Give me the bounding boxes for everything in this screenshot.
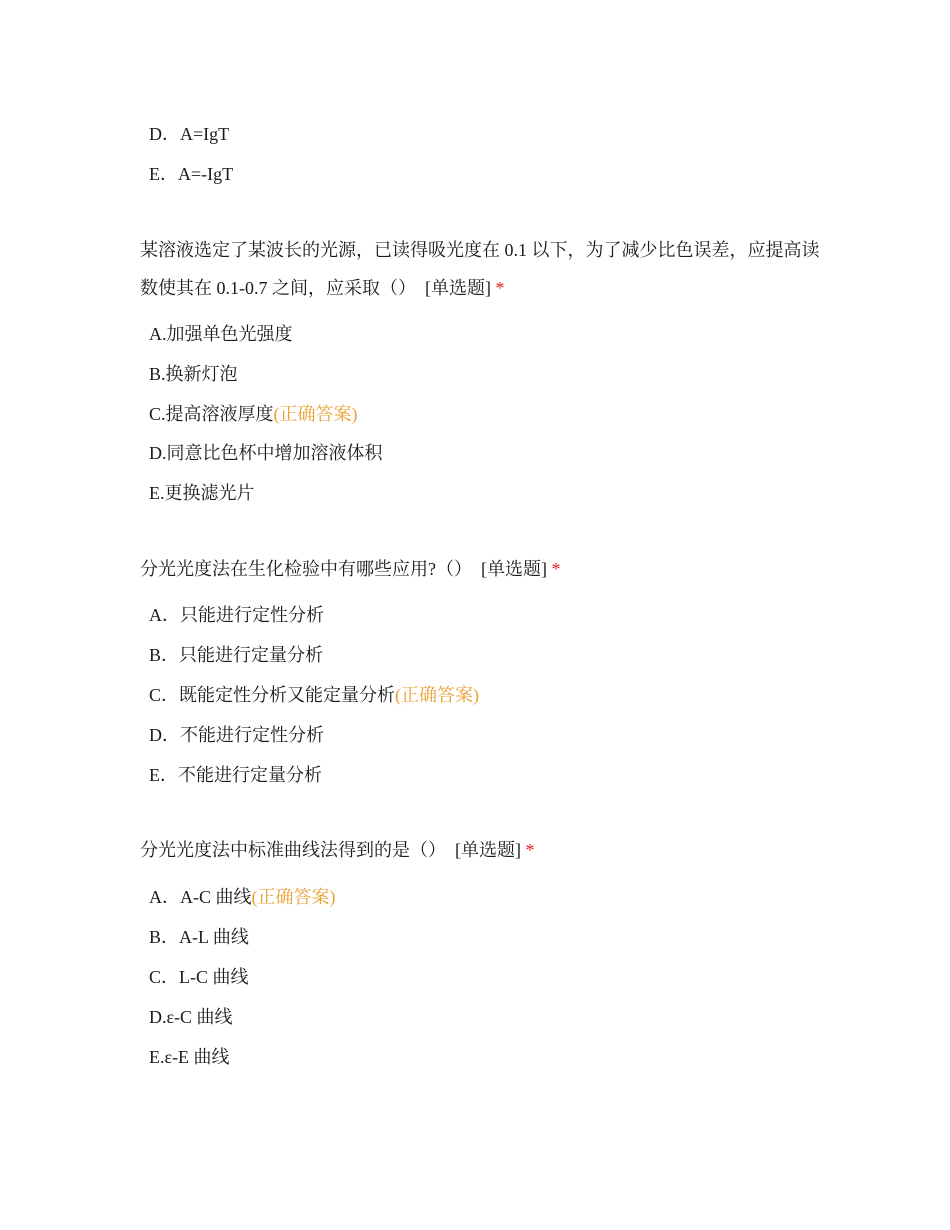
option-c	[149, 966, 249, 988]
option-c	[149, 403, 358, 425]
option-text: B．只能进行定量分析	[149, 645, 324, 665]
option-d	[149, 1006, 233, 1028]
option-text: C．既能定性分析又能定量分析	[149, 685, 396, 705]
option-text: C.提高溶液厚度	[149, 404, 274, 424]
option-b	[149, 644, 323, 666]
option-text: E.更换滤光片	[149, 483, 255, 503]
correct-answer-label: (正确答案)	[273, 404, 358, 424]
option-text: B.换新灯泡	[149, 364, 238, 384]
option-text: E．不能进行定量分析	[149, 765, 322, 785]
option-text: A．A-C 曲线	[149, 887, 252, 907]
question-type: [单选题]	[455, 840, 521, 860]
question-type: [单选题]	[425, 278, 491, 298]
option-e	[149, 764, 322, 786]
option-e	[149, 163, 233, 185]
question-title: 某溶液选定了某波长的光源，已读得吸光度在 0.1 以下，为了减少比色误差，应提高读数使其在 0.1-0.7 之间，应采取（） [单选题] *	[140, 240, 820, 298]
option-text: E.ε-E 曲线	[149, 1047, 230, 1067]
option-c	[149, 684, 479, 706]
option-e	[149, 482, 255, 504]
option-e	[149, 1046, 230, 1068]
option-text: C．L-C 曲线	[149, 967, 249, 987]
correct-answer-label: (正确答案)	[251, 887, 336, 907]
option-text: E．A=-IgT	[149, 164, 234, 184]
option-text: A．只能进行定性分析	[149, 605, 324, 625]
question-title: 分光光度法中标准曲线法得到的是（） [单选题] *	[140, 840, 535, 860]
option-text: D.ε-C 曲线	[149, 1007, 233, 1027]
question-type: [单选题]	[481, 559, 547, 579]
option-b	[149, 363, 238, 385]
option-text: D．A=IgT	[149, 124, 230, 144]
option-b	[149, 926, 249, 948]
required-star: *	[525, 840, 535, 860]
correct-answer-label: (正确答案)	[395, 685, 480, 705]
option-text: D．不能进行定性分析	[149, 725, 324, 745]
required-star: *	[495, 278, 505, 298]
option-d	[149, 123, 229, 145]
option-text: D.同意比色杯中增加溶液体积	[149, 443, 383, 463]
option-d	[149, 442, 383, 464]
option-text: B．A-L 曲线	[149, 927, 249, 947]
option-text: A.加强单色光强度	[149, 324, 293, 344]
required-star: *	[551, 559, 561, 579]
option-a	[149, 604, 324, 626]
option-a	[149, 886, 336, 908]
question-title: 分光光度法在生化检验中有哪些应用?（） [单选题] *	[140, 559, 561, 579]
option-d	[149, 724, 324, 746]
option-a	[149, 323, 293, 345]
